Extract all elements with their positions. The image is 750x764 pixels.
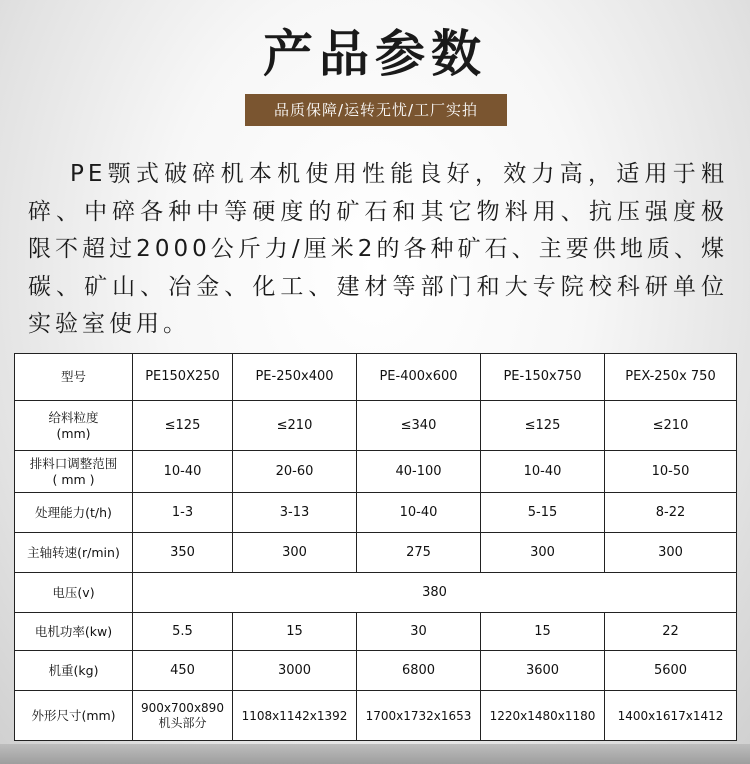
table-cell: 1220x1480x1180 <box>481 691 605 741</box>
table-cell: 10-40 <box>357 493 481 533</box>
product-description: PE颚式破碎机本机使用性能良好，效力高，适用于粗碎、中碎各种中等硬度的矿石和其它物料用、抗压强度极限不超过2000公斤力/厘米2的各种矿石、主要供地质、煤碳、矿山、冶金、化工、建材等部门和大专院校科研单位实验室使用。 <box>28 161 728 337</box>
row-label: 排料口调整范围 ( mm ) <box>15 451 133 493</box>
table-cell: 3-13 <box>233 493 357 533</box>
table-cell: ≤125 <box>481 401 605 451</box>
row-label: 给料粒度 (mm) <box>15 401 133 451</box>
table-cell: 1400x1617x1412 <box>605 691 737 741</box>
table-row <box>15 691 737 741</box>
table-cell: 3000 <box>233 651 357 691</box>
table-cell: 900x700x890 机头部分 <box>133 691 233 741</box>
table-cell: 300 <box>481 533 605 573</box>
table-cell: 10-40 <box>133 451 233 493</box>
model-header: PE-250x400 <box>233 354 357 401</box>
model-header: PE-150x750 <box>481 354 605 401</box>
table-cell: 3600 <box>481 651 605 691</box>
model-header: PE-400x600 <box>357 354 481 401</box>
table-cell: 8-22 <box>605 493 737 533</box>
row-label: 外形尺寸(mm) <box>15 691 133 741</box>
table-cell: 5.5 <box>133 613 233 651</box>
table-cell: 5-15 <box>481 493 605 533</box>
table-row <box>15 451 737 493</box>
table-row <box>15 493 737 533</box>
table-cell: 275 <box>357 533 481 573</box>
table-cell: 40-100 <box>357 451 481 493</box>
table-cell: 300 <box>605 533 737 573</box>
table-cell: 10-40 <box>481 451 605 493</box>
table-cell: ≤210 <box>233 401 357 451</box>
table-cell: 10-50 <box>605 451 737 493</box>
model-header: PE150X250 <box>133 354 233 401</box>
table-cell: 350 <box>133 533 233 573</box>
table-cell: 6800 <box>357 651 481 691</box>
bottom-band <box>0 744 750 764</box>
row-label: 机重(kg) <box>15 651 133 691</box>
table-cell: 30 <box>357 613 481 651</box>
tagline-badge: 品质保障/运转无忧/工厂实拍 <box>245 94 507 126</box>
table-cell: ≤125 <box>133 401 233 451</box>
table-cell: 20-60 <box>233 451 357 493</box>
row-label: 主轴转速(r/min) <box>15 533 133 573</box>
row-label: 电压(v) <box>15 573 133 613</box>
table-cell: 450 <box>133 651 233 691</box>
table-cell: ≤340 <box>357 401 481 451</box>
table-cell: ≤210 <box>605 401 737 451</box>
table-row <box>15 533 737 573</box>
table-row <box>15 613 737 651</box>
table-cell: 15 <box>481 613 605 651</box>
row-label: 处理能力(t/h) <box>15 493 133 533</box>
table-cell: 1700x1732x1653 <box>357 691 481 741</box>
table-cell: 22 <box>605 613 737 651</box>
spec-table <box>14 353 737 741</box>
model-header: PEX-250x 750 <box>605 354 737 401</box>
table-row <box>15 573 737 613</box>
row-label: 电机功率(kw) <box>15 613 133 651</box>
table-cell: 1-3 <box>133 493 233 533</box>
table-cell: 15 <box>233 613 357 651</box>
table-cell: 5600 <box>605 651 737 691</box>
table-row <box>15 651 737 691</box>
table-cell: 1108x1142x1392 <box>233 691 357 741</box>
table-row <box>15 401 737 451</box>
table-cell: 300 <box>233 533 357 573</box>
header-label: 型号 <box>15 354 133 401</box>
spec-table-container <box>14 353 736 740</box>
table-cell-merged: 380 <box>133 573 737 613</box>
table-header-row <box>15 354 737 401</box>
page-title: 产品参数 <box>263 25 487 83</box>
